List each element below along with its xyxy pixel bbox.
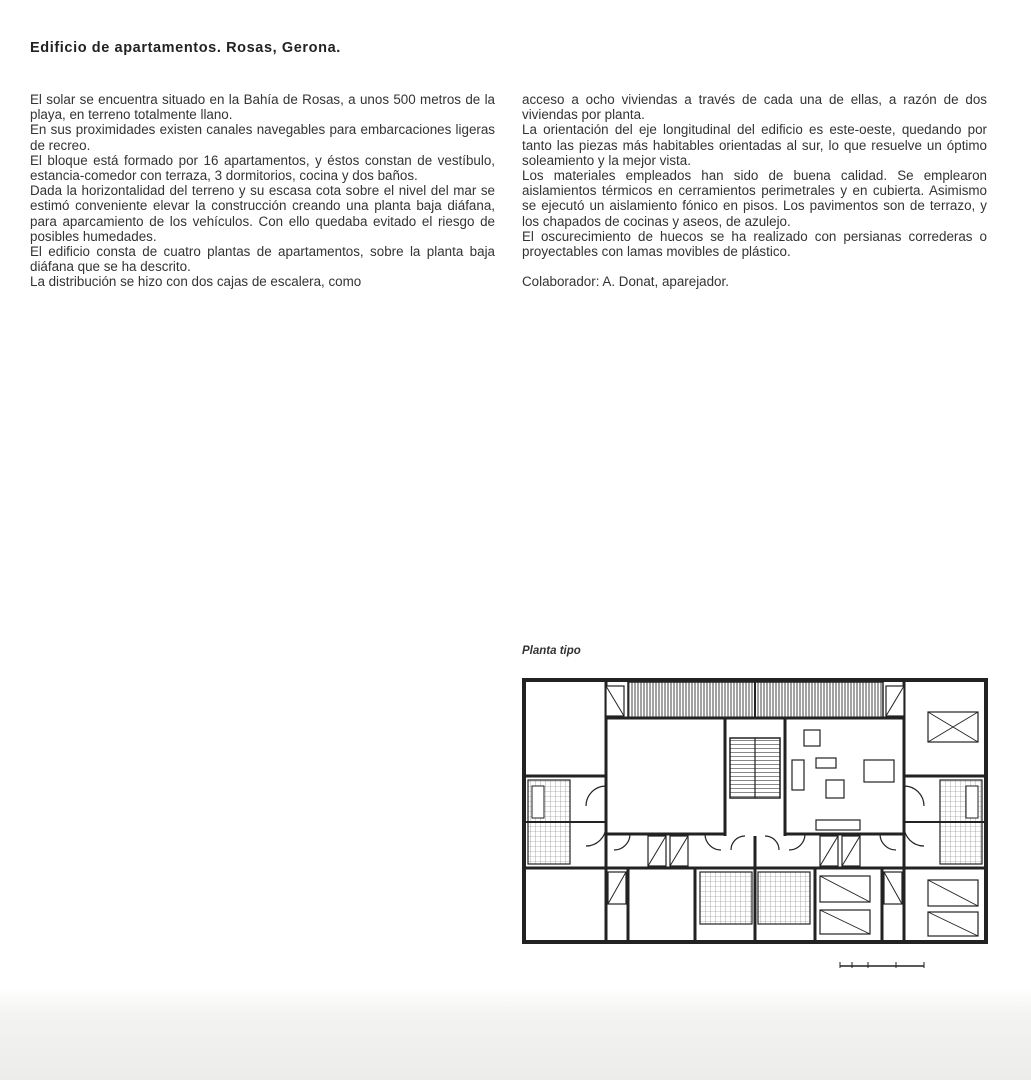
paragraph: La distribución se hizo con dos cajas de escalera, como — [30, 274, 362, 290]
paragraph: El edificio consta de cuatro plantas de apartamentos, sobre la planta baja diáfana que se ha descrito. — [30, 244, 495, 275]
paragraph: El oscurecimiento de huecos se ha realizado con persianas correderas o proyectables con lamas movibles de plástico. — [522, 228, 987, 260]
paragraph: acceso a ocho viviendas a través de cada una de ellas, a razón de dos viviendas por planta. — [522, 92, 987, 123]
scan-margin — [0, 988, 1031, 1080]
collaborator-credit: Colaborador: A. Donat, aparejador. — [522, 274, 729, 290]
paragraph: El solar se encuentra situado en la Bahía de Rosas, a unos 500 metros de la playa, en terreno totalmente llano. — [30, 92, 495, 123]
kitchen — [758, 872, 810, 924]
paragraph: El bloque está formado por 16 apartamentos, y éstos constan de vestíbulo, estancia-comedor con terraza, 3 dormitorios, cocina y dos baños. — [30, 152, 495, 184]
scale-bar — [838, 956, 928, 972]
paragraph: En sus proximidades existen canales navegables para embarcaciones ligeras de recreo. — [30, 122, 495, 153]
right-text-column — [522, 92, 987, 289]
figure-caption: Planta tipo — [522, 645, 581, 657]
floor-plan-drawing — [520, 676, 990, 948]
paragraph: La orientación del eje longitudinal del edificio es este-oeste, quedando por tanto las piezas más habitables orientadas al sur, lo que resuelve un óptimo soleamiento y la mejor vista. — [522, 122, 987, 168]
page-title: Edificio de apartamentos. Rosas, Gerona. — [30, 40, 341, 56]
paragraph: Dada la horizontalidad del terreno y su escasa cota sobre el nivel del mar se estimó conveniente elevar la construcción creando una planta baja diáfana, para aparcamiento de los vehículos. Con ello quedaba evitado el riesgo de posibles humedades. — [30, 183, 495, 244]
kitchen — [700, 872, 752, 924]
paragraph: Los materiales empleados han sido de buena calidad. Se emplearon aislamientos térmicos en cerramientos perimetrales y en cubierta. Asimismo se ejecutó un aislamiento fónico en pisos. Los pavimentos son de terrazo, y los chapados de cocinas y aseos, de azulejo. — [522, 168, 987, 229]
left-text-column — [30, 92, 495, 290]
